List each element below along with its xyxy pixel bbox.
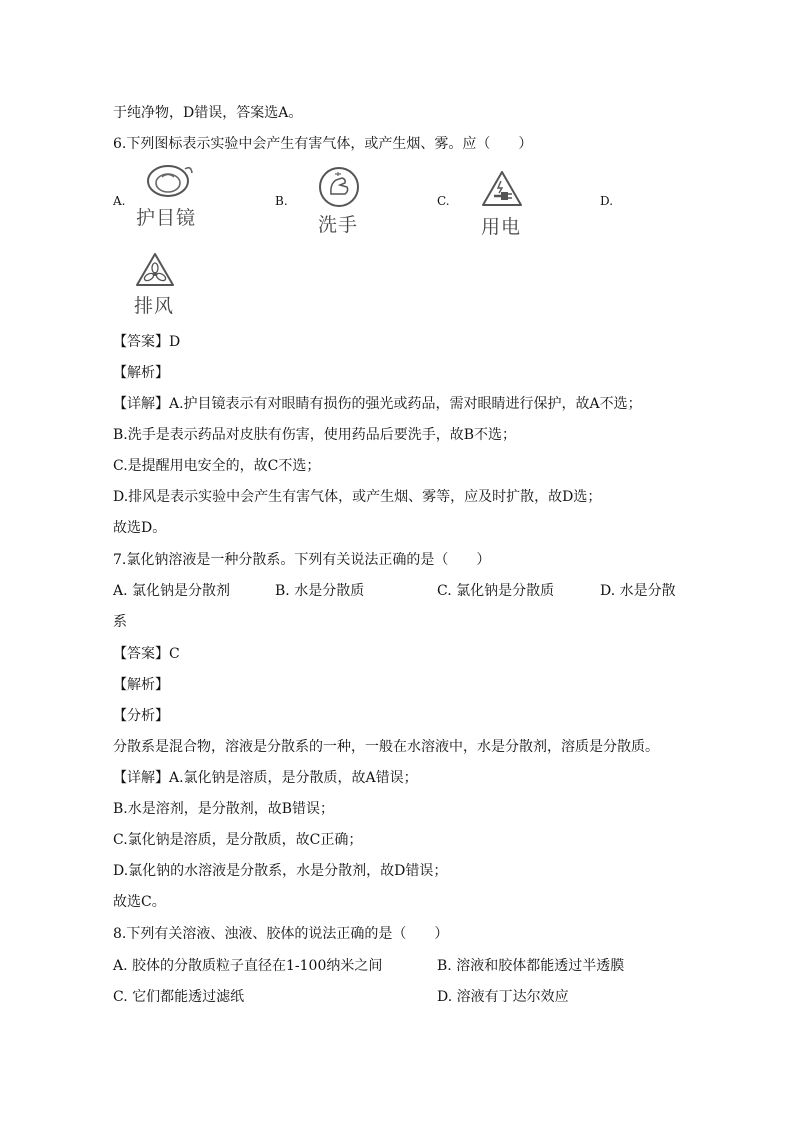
goggles-icon (145, 163, 195, 201)
q8-option-b: B. 溶液和胶体都能透过半透膜 (437, 958, 625, 974)
goggles-label: 护目镜 (136, 207, 197, 229)
q7-answer: 【答案】C (113, 646, 180, 662)
q8-option-c: C. 它们都能透过滤纸 (113, 989, 245, 1005)
q7-detail-a: 【详解】A.氯化钠是溶质，是分散质，故A错误； (113, 770, 418, 786)
ventilation-label: 排风 (134, 295, 175, 317)
q6-option-b: B. (275, 194, 288, 208)
q6-answer: 【答案】D (113, 334, 181, 350)
q6-detail-b: B.洗手是表示药品对皮肤有伤害，使用药品后要洗手，故B不选； (113, 427, 517, 443)
q8-option-a: A. 胶体的分散质粒子直径在1-100纳米之间 (113, 958, 383, 974)
wash-hands-icon (318, 166, 360, 208)
q7-detail-b: B.水是溶剂，是分散剂，故B错误； (113, 801, 335, 817)
q7-analysis-heading: 【解析】 (113, 677, 169, 693)
text-line: 于纯净物，D错误，答案选A。 (113, 105, 303, 121)
q7-option-a: A. 氯化钠是分散剂 (113, 583, 231, 599)
q8-option-d: D. 溶液有丁达尔效应 (437, 989, 569, 1005)
q6-detail-a: 【详解】A.护目镜表示有对眼睛有损伤的强光或药品，需对眼睛进行保护，故A不选； (113, 396, 642, 412)
q6-option-a: A. (113, 194, 126, 208)
q7-option-d: D. 水是分散 (600, 583, 676, 599)
q6-detail-c: C.是提醒用电安全的，故C不选； (113, 458, 321, 474)
electricity-label: 用电 (481, 216, 522, 238)
q7-conclusion: 故选C。 (113, 894, 166, 910)
question-7-stem: 7.氯化钠溶液是一种分散系。下列有关说法正确的是（ ） (113, 552, 491, 568)
q6-option-d: D. (600, 194, 614, 208)
q6-conclusion: 故选D。 (113, 520, 167, 536)
q7-detail-d: D.氯化钠的水溶液是分散系，水是分散剂，故D错误； (113, 863, 448, 879)
question-8-stem: 8.下列有关溶液、浊液、胶体的说法正确的是（ ） (113, 926, 449, 942)
q7-detail-c: C.氯化钠是溶质，是分散质，故C正确； (113, 832, 363, 848)
electricity-icon (480, 169, 524, 209)
q7-option-d-wrap: 系 (113, 614, 127, 630)
q7-option-b: B. 水是分散质 (275, 583, 365, 599)
q6-analysis-heading: 【解析】 (113, 365, 169, 381)
q7-option-c: C. 氯化钠是分散质 (437, 583, 555, 599)
q6-detail-d: D.排风是表示实验中会产生有害气体，或产生烟、雾等，应及时扩散，故D选； (113, 489, 602, 505)
ventilation-icon (135, 252, 175, 288)
q7-analysis-subheading: 【分析】 (113, 708, 169, 724)
question-6-stem: 6.下列图标表示实验中会产生有害气体，或产生烟、雾。应（ ） (113, 136, 533, 152)
q6-option-c: C. (437, 194, 450, 208)
wash-hands-label: 洗手 (318, 214, 359, 236)
q7-analysis-text: 分散系是混合物，溶液是分散系的一种，一般在水溶液中，水是分散剂，溶质是分散质。 (113, 739, 659, 755)
